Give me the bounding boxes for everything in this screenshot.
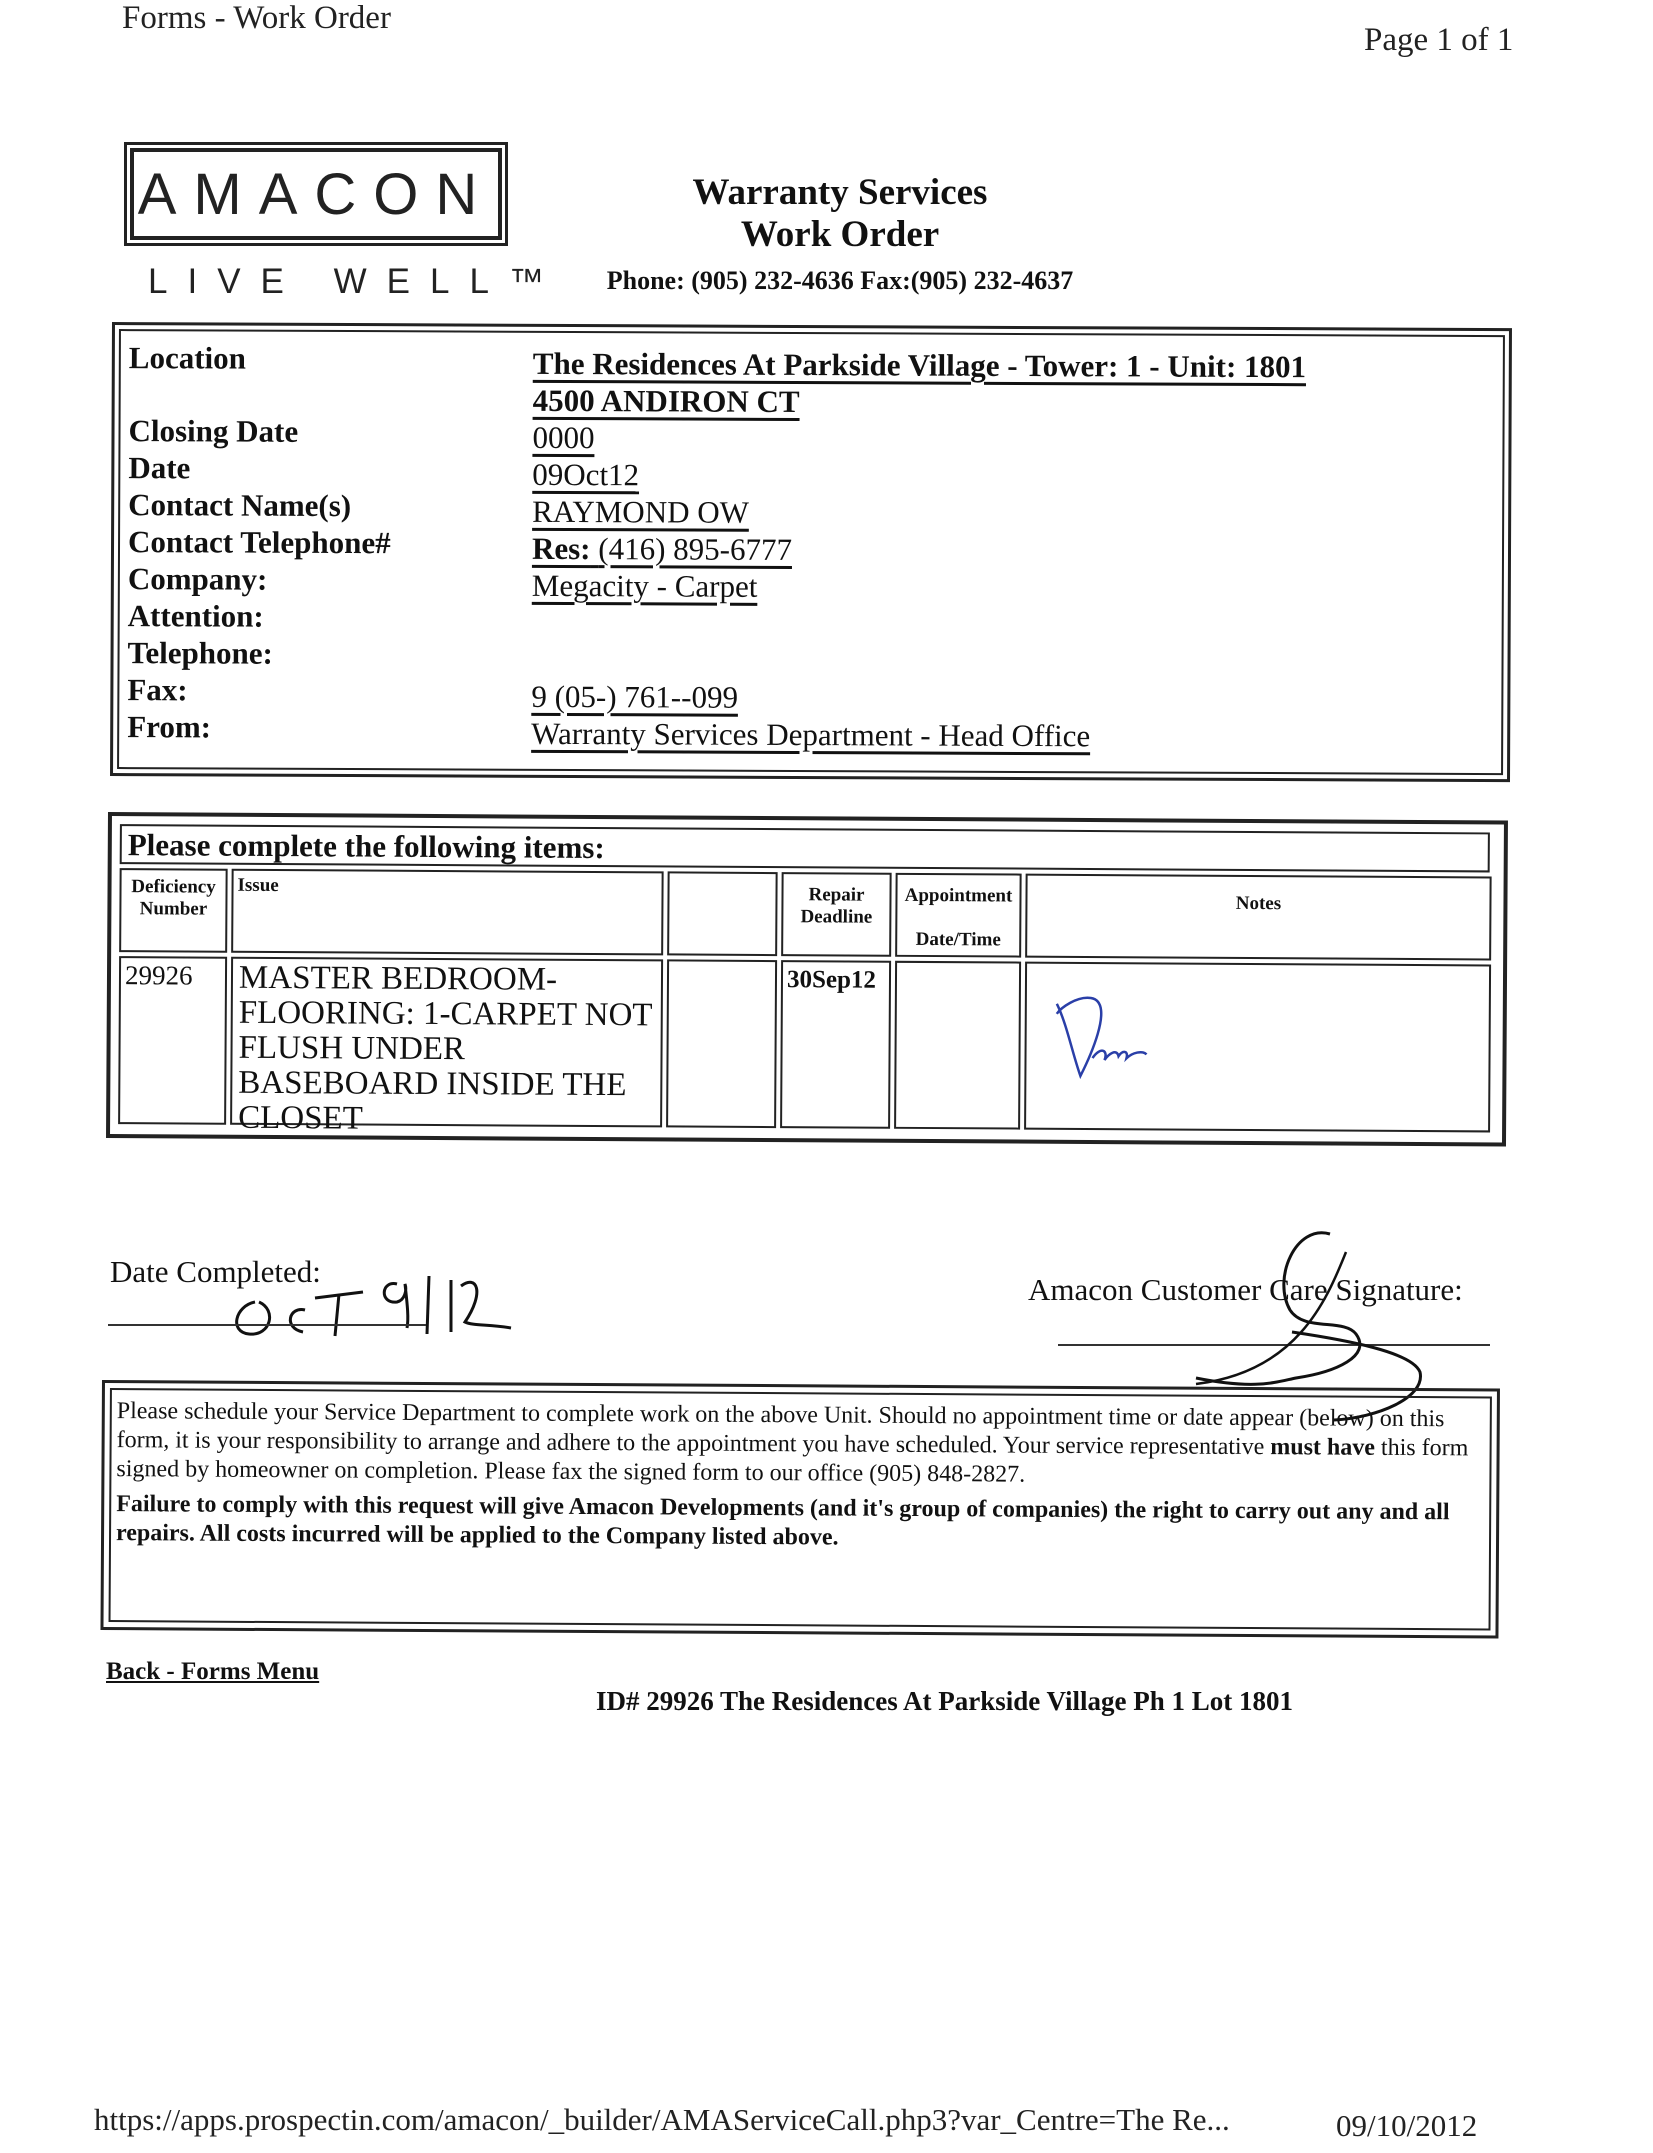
res-number: (416) 895-6777 [598, 531, 793, 567]
label-date: Date [128, 450, 191, 486]
info-labels [127, 339, 391, 746]
col-notes: Notes [1025, 874, 1492, 961]
print-footer-url: https://apps.prospectin.com/amacon/_builder/AMAServiceCall.php3?var_Centre=The Re... [94, 2102, 1230, 2137]
signature-line [1058, 1344, 1490, 1346]
back-forms-menu-link[interactable]: Back - Forms Menu [106, 1658, 320, 1685]
notice-paragraph-2: Failure to comply with this request will give Amacon Developments (and it's group of companies) the right to carry out any and all repairs. All costs incurred will be applied to the Company listed above. [115, 1491, 1450, 1551]
items-heading: Please complete the following items: [120, 824, 1490, 872]
col-appointment-sub: Date/Time [915, 928, 1001, 951]
col-repair-deadline: Repair Deadline [781, 872, 892, 957]
value-location: The Residences At Parkside Village - Tower: 1 - Unit: 1801 [532, 345, 1307, 385]
col-deficiency-number: Deficiency Number [119, 868, 228, 953]
print-footer-date: 09/10/2012 [1336, 2108, 1478, 2143]
form-title: Warranty Services [692, 172, 988, 213]
row-issue: MASTER BEDROOM-FLOORING: 1-CARPET NOT FLUSH UNDER BASEBOARD INSIDE THE CLOSET [230, 957, 663, 1128]
label-contact-telephone: Contact Telephone# [127, 524, 391, 561]
value-date: 09Oct12 [532, 456, 640, 493]
value-fax: 9 (05-) 761--099 [531, 678, 739, 715]
label-contact-names: Contact Name(s) [128, 487, 352, 524]
row-repair-deadline: 30Sep12 [780, 960, 891, 1129]
logo-tagline: LIVE WELL™ [148, 262, 564, 301]
notice-text [116, 1397, 1487, 1556]
phone-fax: Phone: (905) 232-4636 Fax:(905) 232-4637 [606, 266, 1074, 295]
form-title-block [560, 172, 1120, 296]
work-order-info-box [110, 322, 1512, 782]
value-attention [532, 604, 1305, 644]
row-deficiency-number: 29926 [118, 956, 227, 1125]
row-blank [666, 959, 777, 1128]
row-notes [1024, 962, 1491, 1133]
label-fax: Fax: [127, 672, 188, 708]
print-header-title: Forms - Work Order [122, 0, 391, 36]
label-company: Company: [127, 561, 268, 597]
notice-paragraph-1: Please schedule your Service Department to complete work on the above Unit. Should no appointment time or date appear (below) on this form, it is your responsibility to arrange and adhere to the appointment you have scheduled. Your service representative must have this form signed by homeowner on completion. Please fax the signed form to our office (905) 848-2827. [116, 1398, 1469, 1488]
page-number: Page 1 of 1 [1364, 22, 1514, 58]
value-address: 4500 ANDIRON CT [532, 382, 800, 420]
col-blank [667, 871, 778, 956]
label-from: From: [127, 709, 212, 745]
value-contact-names: RAYMOND OW [532, 493, 749, 530]
label-telephone: Telephone: [127, 635, 273, 671]
value-from: Warranty Services Department - Head Office [531, 715, 1091, 754]
date-completed-line [108, 1324, 426, 1326]
date-completed-label: Date Completed: [110, 1254, 321, 1289]
notes-handwriting [1046, 994, 1187, 1085]
col-appointment-label: Appointment [904, 884, 1013, 907]
amacon-logo: AMACON [130, 148, 502, 240]
value-contact-telephone [532, 530, 1305, 570]
res-prefix: Res: [531, 530, 591, 567]
value-closing-date: 0000 [532, 419, 595, 456]
info-values [531, 345, 1306, 755]
signature-label: Amacon Customer Care Signature: [1028, 1272, 1463, 1307]
label-location: Location [128, 340, 247, 376]
value-telephone [531, 641, 1304, 681]
label-closing-date: Closing Date [128, 413, 299, 449]
value-company: Megacity - Carpet [531, 567, 758, 604]
col-appointment [895, 873, 1022, 958]
notice-box [100, 1380, 1500, 1639]
footer-id-line: ID# 29926 The Residences At Parkside Village Ph 1 Lot 1801 [596, 1686, 1294, 1716]
col-issue: Issue [231, 869, 664, 956]
form-subtitle: Work Order [740, 214, 940, 255]
label-attention: Attention: [127, 598, 264, 634]
items-table [106, 812, 1508, 1147]
row-appointment [894, 961, 1021, 1130]
